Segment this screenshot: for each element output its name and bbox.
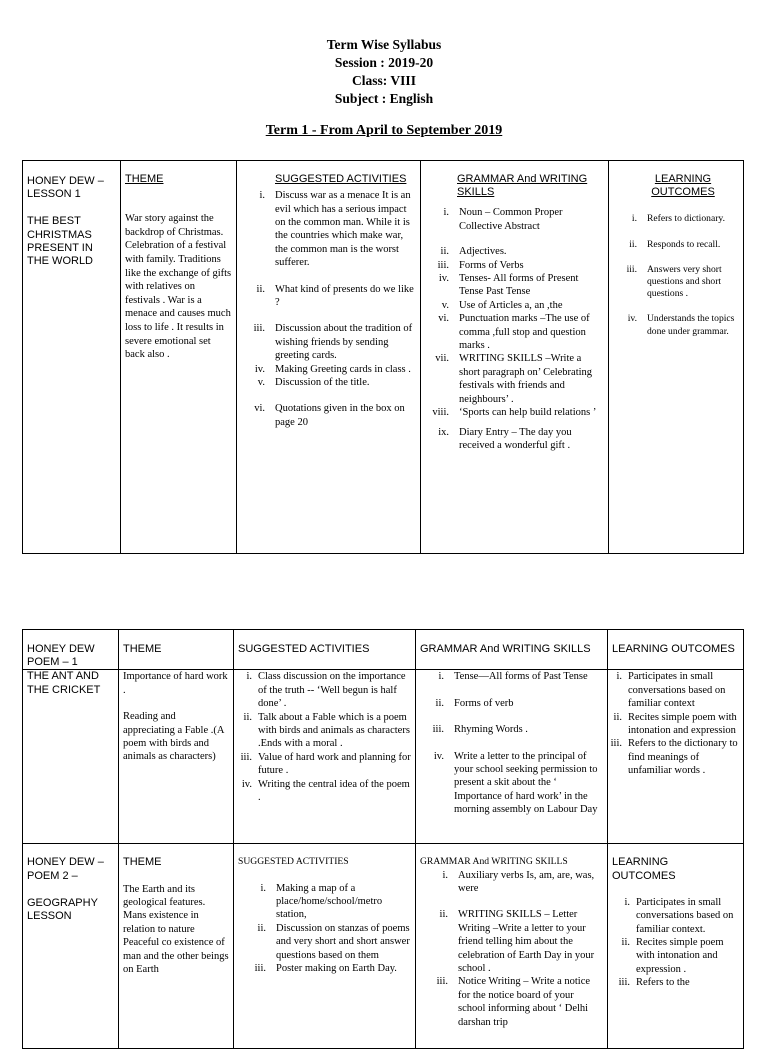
list-text: Value of hard work and planning for future . [258,751,411,777]
poem1-outcomes-head [608,630,744,670]
outcome-item [612,936,739,976]
activity-item [238,922,411,962]
poem1-theme-text: Importance of hard work . [123,671,228,696]
list-text: WRITING SKILLS –Write a short paragraph on’ Celebrating festivals with friends and neighbours’ . [459,353,593,405]
activities-heading: SUGGESTED ACTIVITIES [275,173,407,185]
grammar-item [421,406,604,419]
list-text: Recites simple poem with intonation and expression . [636,937,724,975]
theme-heading: THEME [125,173,164,185]
grammar-item [416,750,603,817]
theme-heading: THEME [123,643,162,655]
theme-cell [121,161,237,554]
grammar-heading: GRAMMAR And WRITING SKILLS [420,643,591,655]
poem1-theme-cell [119,670,234,844]
list-number: v. [441,299,449,311]
list-number: i. [616,671,622,683]
outcomes-cell [609,161,744,554]
poem2-outcomes-cell [608,844,744,1049]
list-text: Participates in small conversations based on familiar context. [636,896,734,935]
poem1-theme-text-2: Reading and appreciating a Fable .(A poem with birds and animals as characters) [123,711,224,763]
list-text: Discuss war as a menace It is an evil which has a serious impact on the common man. While it is the countries which make war, the common man is the worst sufferer. [275,190,411,269]
list-number: iv. [254,363,265,375]
term-heading: Term 1 - From April to September 2019 [265,123,503,138]
header-title: Term Wise Syllabus [326,37,442,52]
list-text: Discussion of the title. [275,377,370,389]
list-number: ii. [440,246,449,258]
poem1-outcomes-cell [608,670,744,844]
list-number: vi. [254,403,265,415]
list-number: iii. [432,724,444,736]
list-text: Refers to dictionary. [647,213,725,225]
list-text: Noun – Common Proper Collective Abstract [459,207,563,232]
activity-item [237,189,416,269]
poem2-activities-cell [234,844,416,1049]
list-text: Use of Articles a, an ,the [459,299,563,311]
list-number: ii. [257,922,266,934]
list-text: Answers very short questions and short questions . [647,263,722,300]
activity-item [234,751,411,778]
list-number: iv. [433,750,444,762]
list-text: Talk about a Fable which is a poem with birds and animals as characters .Ends with a moral . [258,711,410,750]
list-text: Discussion about the tradition of wishing friends by sending greeting cards. [275,323,413,362]
syllabus-table-lesson-1 [22,160,744,554]
list-number: i. [260,882,266,894]
list-text: Tense—All forms of Past Tense [454,671,588,683]
poem1-lesson-head [23,630,119,670]
grammar-item [421,312,604,352]
poem1-grammar-head [416,630,608,670]
poem1-grammar-cell [416,670,608,844]
activity-item [237,402,416,429]
theme-heading: THEME [123,856,162,869]
poem1-title: THE ANT AND THE CRICKET [27,670,101,696]
list-number: ii. [435,697,444,709]
outcome-item [609,264,739,301]
poem1-lesson-cell [23,670,119,844]
grammar-item [421,259,604,272]
activity-item [234,778,411,805]
list-text: Write a letter to the principal of your school seeking permission to present a skit about the ‘ Importance of hard work’ in the morning assembly on Labour Day [454,750,598,816]
header-class: Class: VIII [352,73,416,88]
list-number: viii. [432,407,449,419]
activities-heading: SUGGESTED ACTIVITIES [238,643,370,655]
poem2-lesson-label: HONEY DEW – POEM 2 – [27,856,104,882]
list-number: i. [624,896,630,908]
activity-item [237,363,416,376]
poem1-activities-cell [234,670,416,844]
list-number: iii. [253,323,265,335]
header-subject: Subject : English [334,91,434,106]
syllabus-table-poems [22,629,744,1049]
list-number: ii. [243,711,252,723]
lesson-title: THE BEST CHRISTMAS PRESENT IN THE WORLD [27,215,93,268]
grammar-item [420,869,603,896]
activity-item [237,283,416,310]
list-number: iii. [437,259,449,271]
outcome-item [612,976,739,989]
list-number: ii. [439,909,448,921]
grammar-item [421,426,604,453]
list-text: ‘Sports can help build relations ’ [459,407,597,419]
grammar-item [421,352,604,406]
outcome-item [609,313,739,337]
list-number: iii. [610,738,622,750]
poem1-theme-head [119,630,234,670]
poem2-theme-cell [119,844,234,1049]
activity-item [237,322,416,362]
grammar-heading: GRAMMAR And WRITING SKILLS [420,856,568,868]
list-number: iv. [241,778,252,790]
list-number: i. [631,213,637,225]
list-number: i. [438,671,444,683]
activities-cell [237,161,421,554]
header-session: Session : 2019-20 [334,55,434,70]
activity-item [237,376,416,389]
activity-item [238,962,411,975]
poem2-lesson-cell [23,844,119,1049]
lesson-cell [23,161,121,554]
outcome-item [609,239,739,251]
list-number: ii. [629,238,637,250]
list-text: Rhyming Words . [454,724,528,736]
list-text: Tenses- All forms of Present Tense Past Tense [459,273,579,298]
grammar-item [421,206,604,233]
list-number: iii. [254,963,266,975]
list-number: ii. [613,711,622,723]
list-text: Notice Writing – Write a notice for the notice board of your school informing about ‘ Delhi darshan trip [458,976,591,1028]
outcome-item [612,896,739,936]
list-text: Making a map of a place/home/school/metro station, [276,882,383,921]
outcomes-heading: LEARNING OUTCOMES [651,173,715,199]
list-number: ii. [256,283,265,295]
grammar-item [416,670,603,683]
list-text: Participates in small conversations based on familiar context [628,671,726,710]
list-number: ii. [621,937,630,949]
list-number: ix. [438,426,449,438]
list-number: i. [246,671,252,683]
lesson-label: HONEY DEW – LESSON 1 [27,175,104,201]
activity-item [234,670,411,710]
grammar-item [421,272,604,299]
list-text: Recites simple poem with intonation and expression [628,711,737,737]
poem2-title: GEOGRAPHY LESSON [27,896,98,923]
poem1-lesson-label: HONEY DEW POEM – 1 [27,643,95,669]
grammar-item [420,908,603,975]
grammar-cell [421,161,609,554]
list-text: Diary Entry – The day you received a wonderful gift . [459,426,572,451]
list-text: What kind of presents do we like ? [275,283,414,309]
list-text: Poster making on Earth Day. [276,963,397,975]
list-text: Refers to the dictionary to find meanings of unfamiliar words . [628,738,738,777]
grammar-item [416,723,603,736]
list-text: Auxiliary verbs Is, am, are, was, were [458,869,595,895]
list-number: iii. [240,751,252,763]
list-number: iii. [436,976,448,988]
list-text: Responds to recall. [647,238,721,250]
outcome-item [608,711,739,738]
grammar-heading: GRAMMAR And WRITING SKILLS [457,173,588,199]
outcome-item [608,670,739,710]
poem2-grammar-cell [416,844,608,1049]
outcomes-heading: LEARNING OUTCOMES [612,856,676,882]
grammar-item [416,697,603,710]
list-text: Punctuation marks –The use of comma ,full stop and question marks . [459,313,590,352]
list-number: iv. [438,273,449,285]
list-number: iii. [626,263,637,275]
list-text: Quotations given in the box on page 20 [275,403,405,428]
list-number: i. [442,869,448,881]
list-text: Adjectives. [459,246,507,258]
list-text: Forms of Verbs [459,259,524,271]
list-number: v. [257,377,265,389]
poem2-theme-text: The Earth and its geological features. Mans existence in relation to nature Peaceful co existence of man and the other beings on Earth [123,883,229,976]
grammar-item [420,975,603,1029]
list-text: Discussion on stanzas of poems and very short and short answer questions based on them [276,922,410,961]
list-number: iv. [627,313,637,325]
list-number: i. [443,207,449,219]
list-text: Making Greeting cards in class . [275,363,411,375]
outcomes-heading: LEARNING OUTCOMES [612,643,735,655]
list-text: WRITING SKILLS – Letter Writing –Write a letter to your friend telling him about the celebration of Earth Day in your school . [458,909,595,975]
poem1-activities-head [234,630,416,670]
activity-item [238,882,411,922]
activity-item [234,711,411,751]
list-text: Writing the central idea of the poem . [258,778,410,804]
theme-text: War story against the backdrop of Christmas. Celebration of a festival with family. Traditions like the exchange of gifts with relatives on festivals . War is a menace and causes much loss to life . It results in severe emotional set back also . [125,213,232,361]
list-text: Class discussion on the importance of the truth -- ‘Well begun is half done’ . [258,671,406,710]
grammar-item [421,245,604,258]
list-number: iii. [618,977,630,989]
list-text: Understands the topics done under grammar. [647,313,735,337]
outcome-item [608,737,739,777]
list-text: Refers to the [636,977,690,989]
list-number: i. [259,190,265,202]
list-text: Forms of verb [454,697,514,709]
activities-heading: SUGGESTED ACTIVITIES [238,856,349,868]
grammar-item [421,299,604,312]
list-number: vii. [435,353,449,365]
outcome-item [609,213,739,225]
list-number: vi. [438,313,449,325]
